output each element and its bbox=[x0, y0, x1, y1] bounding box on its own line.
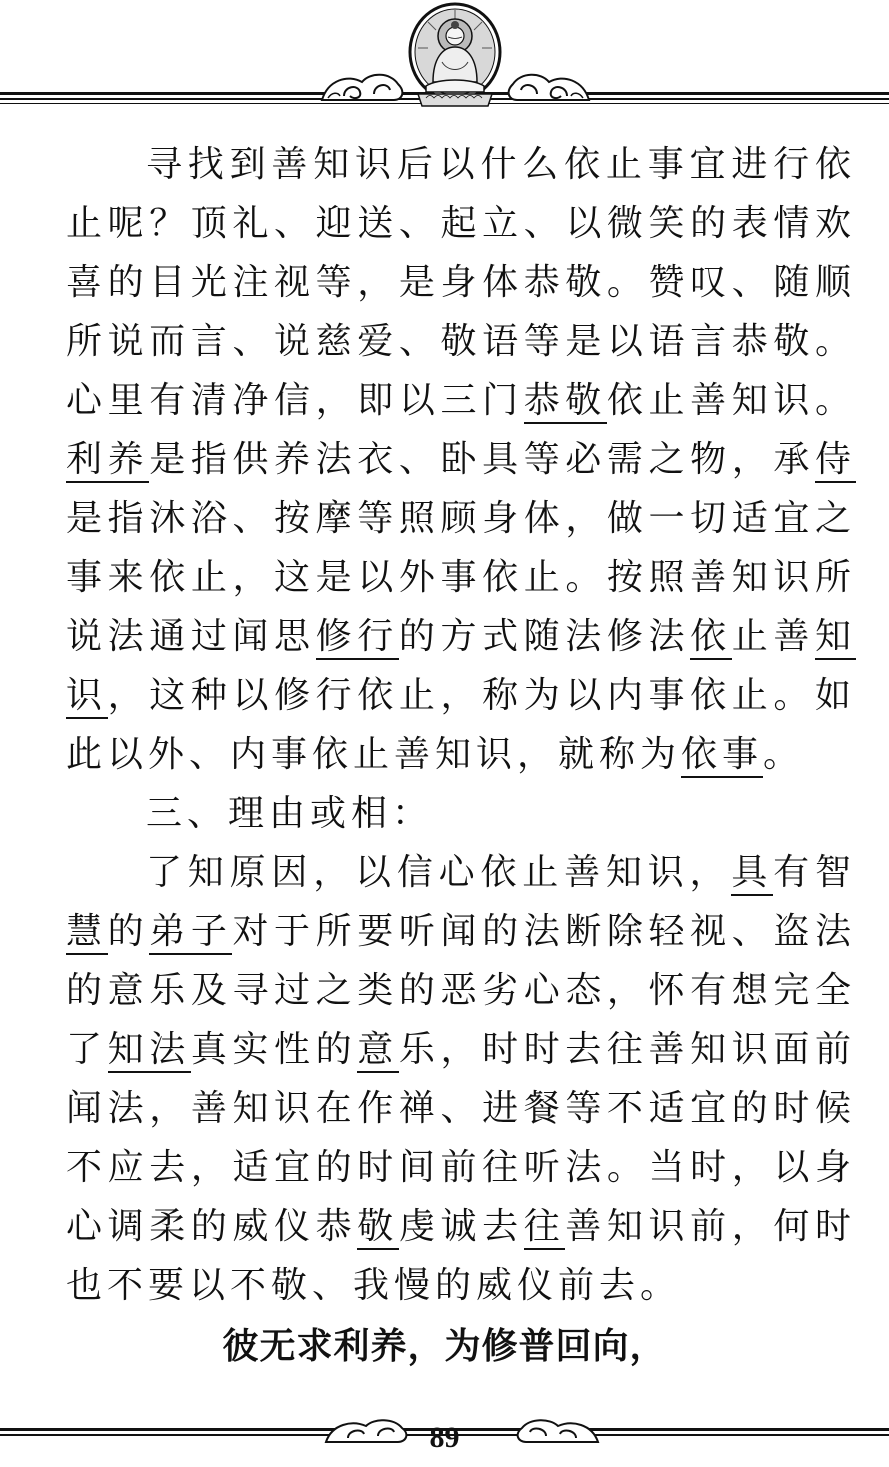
underlined-term: 往 bbox=[524, 1206, 566, 1250]
text-run: 是指沐浴、按摩等照顾身体，做一切适宜之事来依止，这是以外事依止。按照善知识所说法通过闻思 bbox=[66, 498, 856, 657]
text-run: 乐，时时去往善知识面前闻法，善知识在作禅、进餐等不适宜的时候不应去，适宜的时间前往听法。当时，以身心调柔的威仪恭 bbox=[66, 1029, 856, 1247]
paragraph bbox=[66, 784, 856, 843]
underlined-term: 敬 bbox=[357, 1206, 399, 1250]
underlined-term: 知法 bbox=[108, 1029, 191, 1073]
text-run: 真实性的 bbox=[190, 1029, 358, 1070]
text-run: 是指供养法衣、卧具等必需之物，承 bbox=[149, 439, 815, 480]
text-run: 善知识前，何时也不要以不敬、我慢的威仪前去。 bbox=[66, 1206, 856, 1306]
underlined-term: 利养 bbox=[66, 439, 149, 483]
underlined-term: 侍 bbox=[815, 439, 856, 483]
text-run: 依止善知识。 bbox=[606, 380, 856, 421]
verse-line: 彼无求利养，为修普回向， bbox=[222, 1326, 667, 1367]
underlined-term: 意 bbox=[357, 1029, 399, 1073]
text-run: 。 bbox=[763, 734, 805, 775]
paragraph bbox=[66, 843, 856, 1315]
text-run: 虔诚去 bbox=[398, 1206, 524, 1247]
text-run: 对于所要听闻的法断除轻视、盗法的意乐及寻过之类的恶劣心态，怀有想完全了 bbox=[66, 911, 856, 1070]
underlined-term: 具 bbox=[731, 852, 773, 896]
text-run: 的 bbox=[107, 911, 150, 952]
underlined-term: 知识 bbox=[66, 616, 856, 719]
page-number: 89 bbox=[429, 1421, 460, 1454]
underlined-term: 修行 bbox=[316, 616, 399, 660]
body-text bbox=[66, 135, 856, 1315]
underlined-term: 恭敬 bbox=[524, 380, 607, 424]
underlined-term: 慧 bbox=[66, 911, 108, 955]
left-cloud-ornament-icon bbox=[318, 70, 408, 104]
text-run: 有智 bbox=[773, 852, 856, 893]
text-run: ，这种以修行依止，称为以内事依止。如此以外、内事依止善知识，就称为 bbox=[66, 675, 856, 775]
underlined-term: 依 bbox=[690, 616, 732, 660]
text-run: 止善 bbox=[731, 616, 815, 657]
text-run: 寻找到善知识后以什么依止事宜进行依止呢？顶礼、迎送、起立、以微笑的表情欢喜的目光注视等，是身体恭敬。赞叹、随顺所说而言、说慈爱、敬语等是以语言恭敬。心里有清净信，即以三门 bbox=[66, 144, 856, 421]
underlined-term: 依事 bbox=[681, 734, 763, 778]
text-run: 了知原因，以信心依止善知识， bbox=[146, 852, 732, 893]
right-cloud-ornament-icon bbox=[503, 70, 593, 104]
text-run: 三、理由或相： bbox=[146, 793, 434, 834]
paragraph bbox=[66, 135, 856, 784]
underlined-term: 弟子 bbox=[149, 911, 232, 955]
text-run: 的方式随法修法 bbox=[398, 616, 691, 657]
buddha-medallion-icon bbox=[408, 2, 502, 108]
